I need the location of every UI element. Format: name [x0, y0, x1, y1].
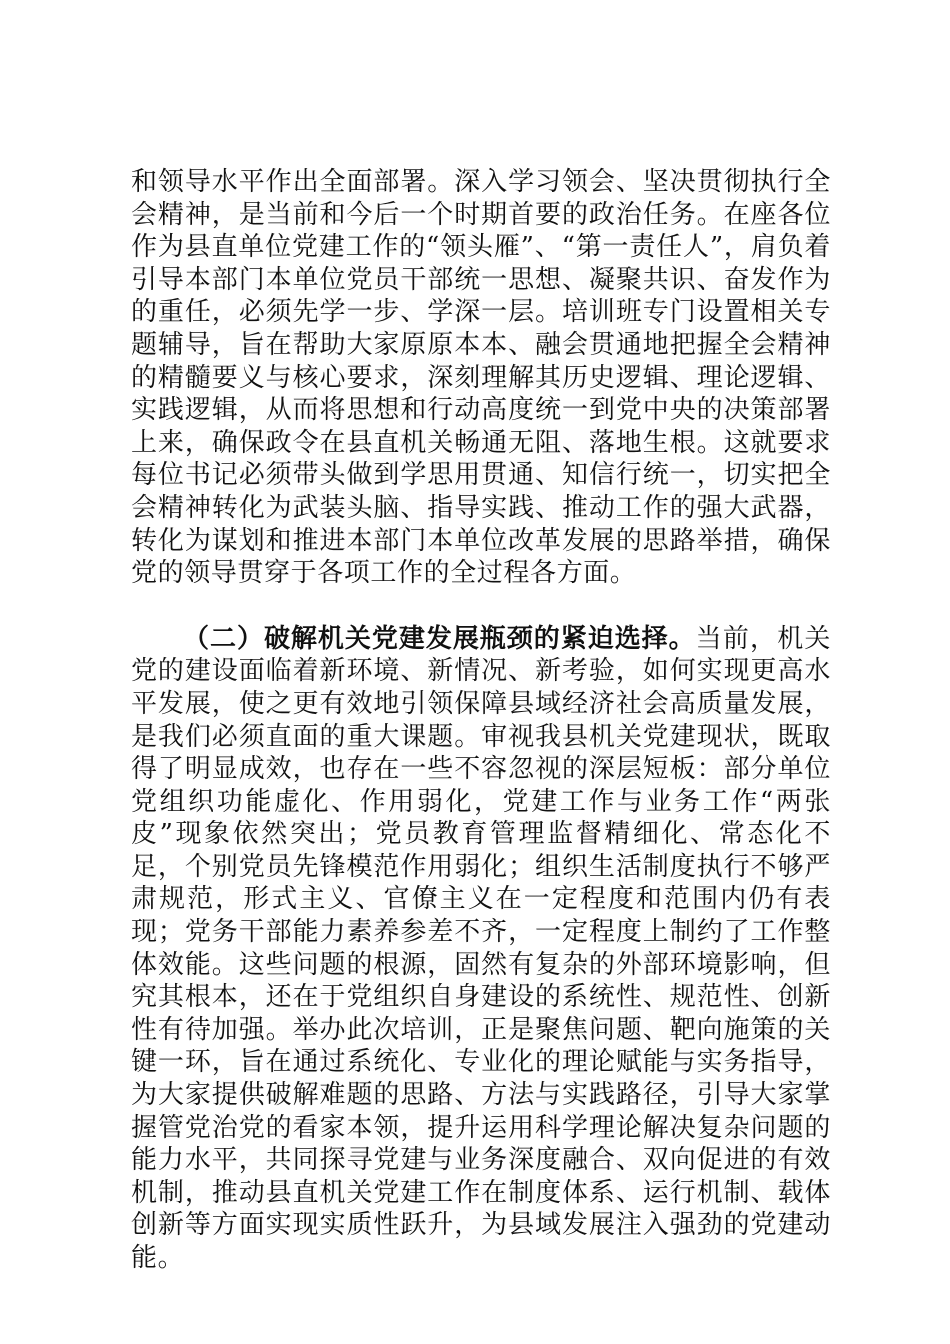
document-body: [131, 166, 831, 1275]
section-body-text: 当前，机关党的建设面临着新环境、新情况、新考验，如何实现更高水平发展，使之更有效地引领保障县域经济社会高质量发展，是我们必须直面的重大课题。审视我县机关党建现状，既取得了明显成效，也存在一些不容忽视的深层短板：部分单位党组织功能虚化、作用弱化，党建工作与业务工作“两张皮”现象依然突出；党员教育管理监督精细化、常态化不足，个别党员先锋模范作用弱化；组织生活制度执行不够严肃规范，形式主义、官僚主义在一定程度和范围内仍有表现；党务干部能力素养参差不齐，一定程度上制约了工作整体效能。这些问题的根源，固然有复杂的外部环境影响，但究其根本，还在于党组织自身建设的系统性、规范性、创新性有待加强。举办此次培训，正是聚焦问题、靶向施策的关键一环，旨在通过系统化、专业化的理论赋能与实务指导，为大家提供破解难题的思路、方法与实践路径，引导大家掌握管党治党的看家本领，提升运用科学理论解决复杂问题的能力水平，共同探寻党建与业务深度融合、双向促进的有效机制，推动县直机关党建工作在制度体系、运行机制、载体创新等方面实现实质性跃升，为县域发展注入强劲的党建动能。: [131, 623, 831, 1273]
section-heading: （二）破解机关党建发展瓶颈的紧迫选择。: [183, 623, 696, 654]
paragraph-section-two: [131, 623, 831, 1275]
paragraph-spacer: [131, 590, 831, 623]
paragraph-continuation: 和领导水平作出全面部署。深入学习领会、坚决贯彻执行全会精神，是当前和今后一个时期首要的政治任务。在座各位作为县直单位党建工作的“领头雁”、“第一责任人”，肩负着引导本部门本单位党员干部统一思想、凝聚共识、奋发作为的重任，必须先学一步、学深一层。培训班专门设置相关专题辅导，旨在帮助大家原原本本、融会贯通地把握全会精神的精髓要义与核心要求，深刻理解其历史逻辑、理论逻辑、实践逻辑，从而将思想和行动高度统一到党中央的决策部署上来，确保政令在县直机关畅通无阻、落地生根。这就要求每位书记必须带头做到学思用贯通、知信行统一，切实把全会精神转化为武装头脑、指导实践、推动工作的强大武器，转化为谋划和推进本部门本单位改革发展的思路举措，确保党的领导贯穿于各项工作的全过程各方面。: [131, 167, 831, 589]
